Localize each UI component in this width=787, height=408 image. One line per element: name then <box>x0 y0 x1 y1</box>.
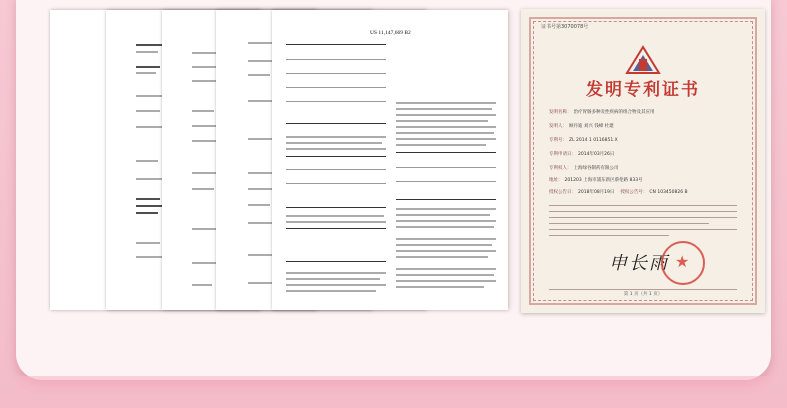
data-table <box>286 156 386 208</box>
cert-field-patent-number: 专利号： ZL 2014 1 0116851.X <box>549 138 618 143</box>
patent-page-5 <box>272 10 508 310</box>
cert-field-application-date: 专利申请日： 2014年03月26日 <box>549 152 615 157</box>
data-table <box>286 44 386 124</box>
cert-field-inventor: 发明人： 顾丹迪 刘兴 钱峰 杜建 <box>549 124 614 129</box>
certificate-number: 证书号第3070078号 <box>541 24 589 30</box>
cert-field-grant-date: 授权公告日： 2018年08月19日 授权公告号： CN 103450826 B <box>549 190 688 195</box>
cert-field-address: 地址： 201203 上海市浦东新区蔡伦路 833号 <box>549 178 643 183</box>
data-table <box>396 152 496 200</box>
data-table <box>286 228 386 262</box>
official-seal-icon: ★ <box>661 241 705 285</box>
patent-number: US 11,147,669 B2 <box>370 30 411 36</box>
patent-office-logo-icon <box>625 45 661 75</box>
certificate-title: 发明专利证书 <box>586 80 700 100</box>
cert-field-patentee: 专利权人： 上海绿谷制药有限公司 <box>549 166 619 171</box>
patent-certificate <box>521 9 765 313</box>
director-signature: 申长雨 <box>609 253 669 274</box>
certificate-footer: 第 1 页（共 1 页） <box>623 292 663 297</box>
card-shadow-lip <box>16 376 771 390</box>
cert-field-title: 发明名称： 治疗胃肠多种炎性疾病的组合物及其应用 <box>549 110 655 115</box>
